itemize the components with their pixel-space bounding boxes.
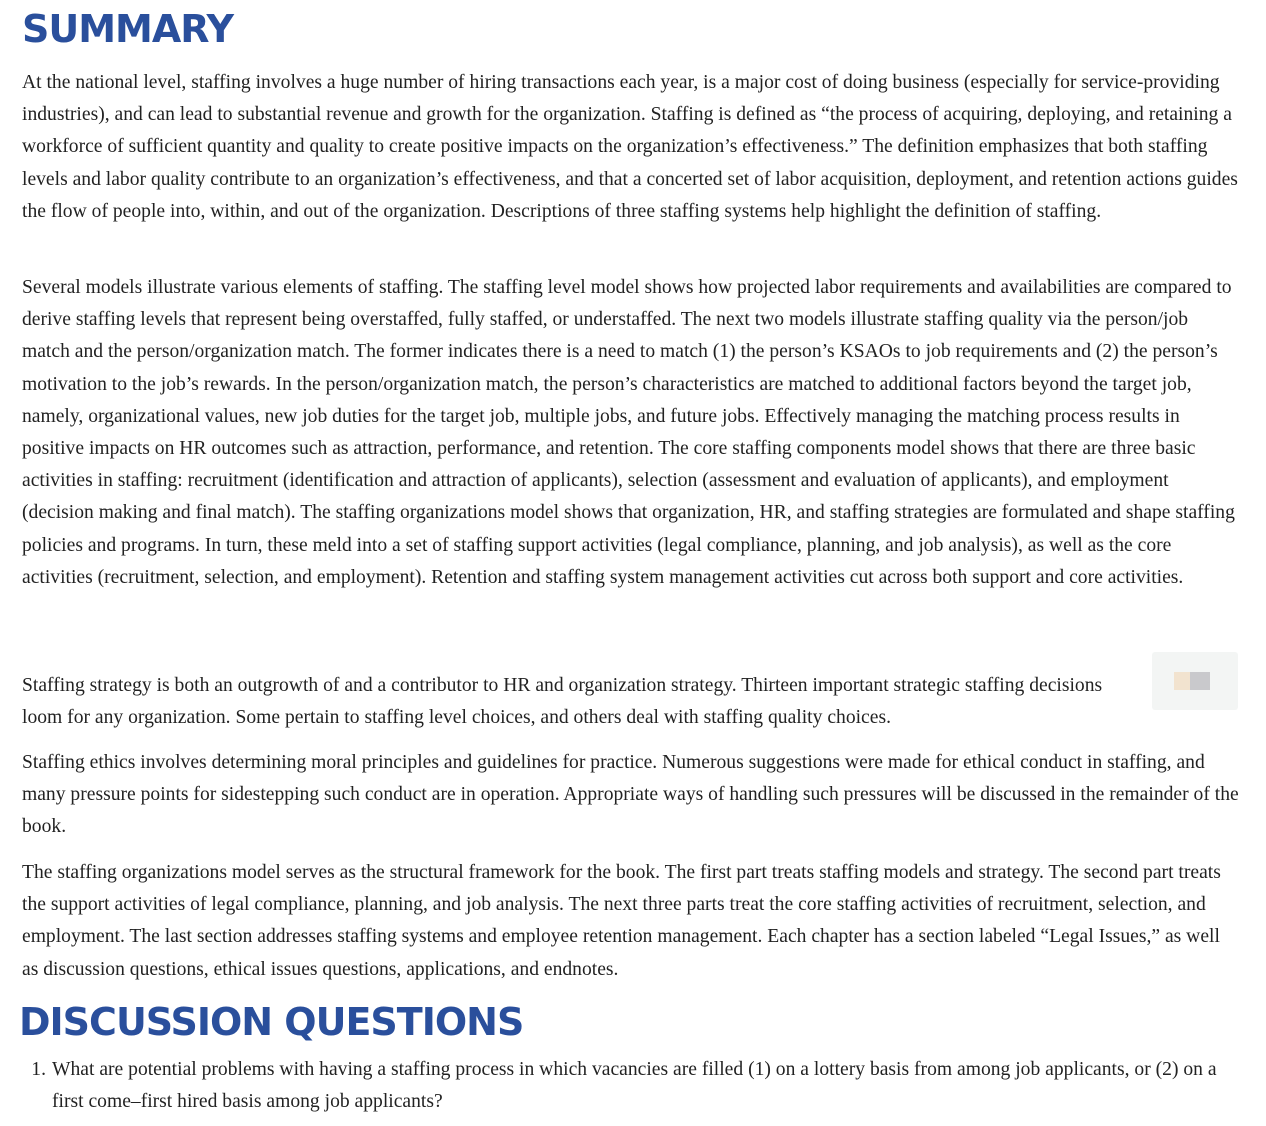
list-item: [22, 1054, 1242, 1118]
question-text: What are potential problems with having a staffing process in which vacancies are filled (1) on a lottery basis from among job applicants, or (2) on a first come–first hired basis among job applicants?: [52, 1059, 1217, 1113]
question-number: 1.: [31, 1059, 46, 1080]
summary-paragraph-strategy: Staffing strategy is both an outgrowth of and a contributor to HR and organization strategy. Thirteen important strategic staffing decisions loom for any organization. Some pertain to staffing level choices, and others deal with staffing quality choices.: [22, 675, 1103, 729]
summary-heading: SUMMARY: [22, 7, 233, 51]
summary-paragraph-definition: At the national level, staffing involves a huge number of hiring transactions each year, is a major cost of doing business (especially for service-providing industries), and can lead to substantial revenue and growth for the organization. Staffing is defined as “the process of acquiring, deploying, and retaining a workforce of sufficient quantity and quality to create positive impacts on the organization’s effectiveness.” The definition emphasizes that both staffing levels and labor quality contribute to an organization’s effectiveness, and that a concerted set of labor acquisition, deployment, and retention actions guides the flow of people into, within, and out of the organization. Descriptions of three staffing systems help highlight the definition of staffing.: [22, 72, 1238, 222]
discussion-questions-heading: DISCUSSION QUESTIONS: [19, 1000, 524, 1044]
discussion-question-list: [22, 1054, 1242, 1118]
summary-paragraph-framework: The staffing organizations model serves as the structural framework for the book. The first part treats staffing models and strategy. The second part treats the support activities of legal compliance, planning, and job analysis. The next three parts treat the core staffing activities of recruitment, selection, and employment. The last section addresses staffing systems and employee retention management. Each chapter has a section labeled “Legal Issues,” as well as discussion questions, ethical issues questions, applications, and endnotes.: [22, 862, 1221, 980]
thumbnail-block: [1174, 672, 1190, 690]
thumbnail-block: [1190, 672, 1210, 690]
blurred-thumbnail-image: [1152, 652, 1238, 710]
summary-paragraph-ethics: Staffing ethics involves determining moral principles and guidelines for practice. Numerous suggestions were made for ethical conduct in staffing, and many pressure points for sidestepping such conduct are in operation. Appropriate ways of handling such pressures will be discussed in the remainder of the book.: [22, 752, 1239, 838]
summary-paragraph-models: Several models illustrate various elements of staffing. The staffing level model shows how projected labor requirements and availabilities are compared to derive staffing levels that represent being overstaffed, fully staffed, or understaffed. The next two models illustrate staffing quality via the person/job match and the person/organization match. The former indicates there is a need to match (1) the person’s KSAOs to job requirements and (2) the person’s motivation to the job’s rewards. In the person/organization match, the person’s characteristics are matched to additional factors beyond the target job, namely, organizational values, new job duties for the target job, multiple jobs, and future jobs. Effectively managing the matching process results in positive impacts on HR outcomes such as attraction, performance, and retention. The core staffing components model shows that there are three basic activities in staffing: recruitment (identification and attraction of applicants), selection (assessment and evaluation of applicants), and employment (decision making and final match). The staffing organizations model shows that organization, HR, and staffing strategies are formulated and shape staffing policies and programs. In turn, these meld into a set of staffing support activities (legal compliance, planning, and job analysis), as well as the core activities (recruitment, selection, and employment). Retention and staffing system management activities cut across both support and core activities.: [22, 277, 1235, 588]
